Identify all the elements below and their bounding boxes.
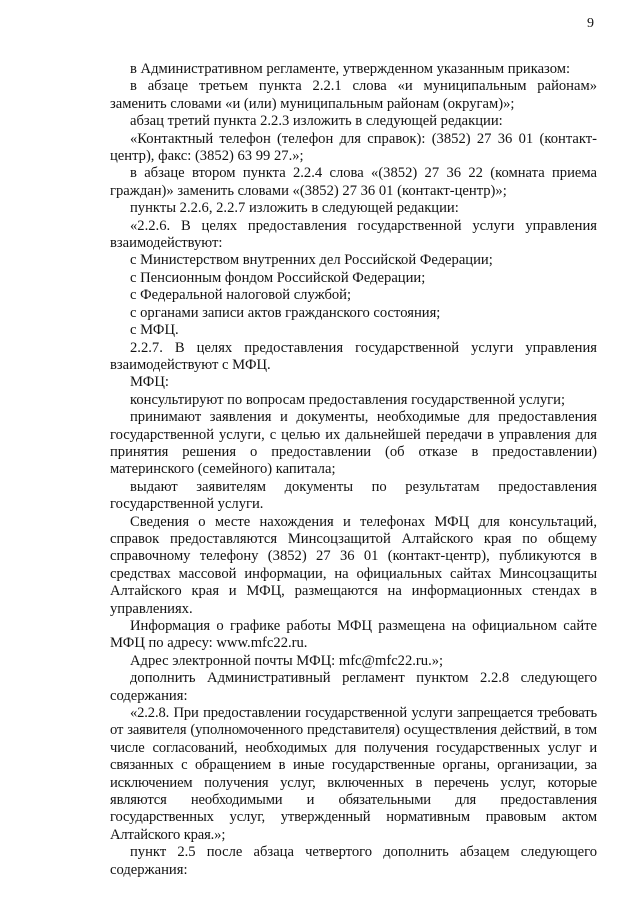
paragraph: в абзаце втором пункта 2.2.4 слова «(3852) 27 36 22 (комната приема граждан)» заменить словами «(3852) 27 36 01 (контакт-центр)»; <box>110 165 597 199</box>
paragraph: выдают заявителям документы по результатам предоставления государственной услуги. <box>110 478 597 513</box>
paragraph: пункт 2.5 после абзаца четвертого дополнить абзацем следующего содержания: <box>110 844 597 878</box>
paragraph: консультируют по вопросам предоставления государственной услуги; <box>130 391 566 408</box>
paragraph: принимают заявления и документы, необходимые для предоставления государственной услуги, с целью их дальнейшей передачи в управления для принятия решения о предоставлении (об отказе в предоставлении) материнского (семейного) капитала; <box>110 409 597 478</box>
paragraph: Адрес электронной почты МФЦ: mfc@mfc22.ru.»; <box>130 652 444 669</box>
paragraph: в абзаце третьем пункта 2.2.1 слова «и муниципальным районам» заменить словами «и (или) муниципальным районам (округам)»; <box>110 78 597 112</box>
paragraph: 2.2.7. В целях предоставления государственной услуги управления взаимодействуют с МФЦ. <box>110 339 597 373</box>
paragraph: с органами записи актов гражданского состояния; <box>130 304 441 321</box>
paragraph: Сведения о месте нахождения и телефонах МФЦ для консультаций, справок предоставляются Минсоцзащитой Алтайского края по общему справочному телефону (3852) 27 36 01 (контакт-центр), публикуются в средствах массовой информации, на официальных сайтах Минсоцзащиты Алтайского края и МФЦ, размещаются на информационных стендах в управлениях. <box>110 513 597 617</box>
paragraph: с Пенсионным фондом Российской Федерации; <box>130 269 426 286</box>
paragraph: «Контактный телефон (телефон для справок): (3852) 27 36 01 (контакт-центр), факс: (3852) 63 99 27.»; <box>110 130 597 165</box>
paragraph: дополнить Административный регламент пунктом 2.2.8 следующего содержания: <box>110 670 597 704</box>
paragraph: с МФЦ. <box>130 322 179 339</box>
paragraph: «2.2.6. В целях предоставления государственной услуги управления взаимодействуют: <box>110 217 597 252</box>
page-number: 9 <box>587 16 594 31</box>
paragraph: с Министерством внутренних дел Российской Федерации; <box>130 252 493 269</box>
paragraph: МФЦ: <box>130 374 169 391</box>
document-body <box>110 61 597 879</box>
paragraph: в Административном регламенте, утвержденном указанным приказом: <box>130 61 571 77</box>
paragraph: Информация о графике работы МФЦ размещена на официальном сайте МФЦ по адресу: www.mfc22.ru. <box>110 618 597 652</box>
paragraph: с Федеральной налоговой службой; <box>130 287 352 304</box>
paragraph: пункты 2.2.6, 2.2.7 изложить в следующей редакции: <box>130 200 459 217</box>
paragraph: абзац третий пункта 2.2.3 изложить в следующей редакции: <box>130 113 503 130</box>
paragraph: «2.2.8. При предоставлении государственной услуги запрещается требовать от заявителя (уполномоченного представителя) осуществления действий, в том числе согласований, необходимых для получения государственных услуг и связанных с обращением в иные государственные органы, организации, за исключением получения услуг, включенных в перечень услуг, которые являются необходимыми и обязательными для предоставления государственных услуг, утвержденный нормативным правовым актом Алтайского края.»; <box>110 705 597 843</box>
